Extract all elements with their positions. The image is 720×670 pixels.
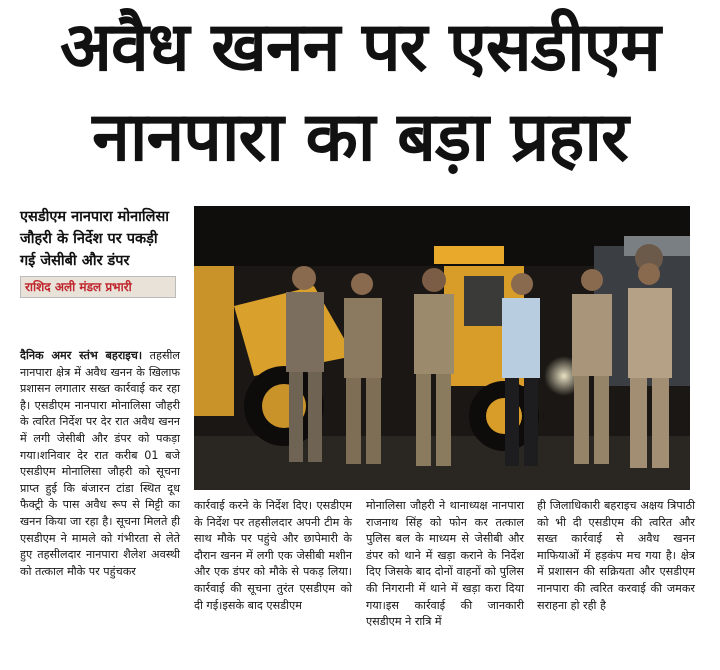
subheadline-box — [20, 206, 176, 298]
headline-line-2: नानपारा का बड़ा प्रहार — [92, 98, 628, 177]
headline-line-1: अवैध खनन पर एसडीएम — [60, 8, 660, 87]
article-column-1 — [20, 348, 180, 580]
dateline: दैनिक अमर स्तंभ बहराइच। — [20, 349, 143, 362]
byline: राशिद अली मंडल प्रभारी — [20, 276, 176, 298]
photo-officials-with-seized-jcb — [194, 206, 690, 490]
article-text-col1: तहसील नानपारा क्षेत्र में अवैध खनन के खिलाफ प्रशासन लगातार सख्त कार्रवाई कर रहा है। एसडीएम नानपारा मोनालिसा जौहरी के त्वरित निर्देश पर देर रात अवैध खनन में लगी जेसीबी और डंपर को पकड़ा गया।शनिवार देर रात करीब 01 बजे एसडीएम मोनालिसा जौहरी को सूचना प्राप्त हुई कि बंजारन टांडा स्थित दूध फैक्ट्री के पास अवैध रूप से मिट्टी का खनन किया जा रहा है। सूचना मिलते ही एसडीएम ने मामले को गंभीरता से लेते हुए तहसीलदार नानपारा शैलेश अवस्थी को तत्काल मौके पर पहुंचकर — [20, 349, 180, 578]
news-photo — [194, 206, 690, 490]
article-column-2: कार्रवाई करने के निर्देश दिए। एसडीएम के निर्देश पर तहसीलदार अपनी टीम के साथ मौके पर पहुंचे और छापेमारी के दौरान खनन में लगी एक जेसीबी मशीन और एक डंपर को मौके से पकड़ लिया। कार्रवाई की सूचना तुरंत एसडीएम को दी गई।इसके बाद एसडीएम — [194, 499, 352, 612]
subheadline: एसडीएम नानपारा मोनालिसा जौहरी के निर्देश पर पकड़ी गई जेसीबी और डंपर — [20, 209, 170, 269]
article-column-4: ही जिलाधिकारी बहराइच अक्षय त्रिपाठी को भी दी एसडीएम की त्वरित और सख्त कार्रवाई से अवैध खनन माफियाओं में हड़कंप मच गया है। क्षेत्र में प्रशासन की सक्रियता और एसडीएम नानपारा की त्वरित करवाई की जमकर सराहना हो रही है — [537, 499, 695, 612]
article-column-3: मोनालिसा जौहरी ने थानाध्यक्ष नानपारा राजनाथ सिंह को फोन कर तत्काल पुलिस बल के माध्यम से जेसीबी और डंपर को थाने में खड़ा कराने के निर्देश दिए जिसके बाद दोनों वाहनों को पुलिस की निगरानी में थाने में खड़ा करा दिया गया।इस कार्रवाई की जानकारी एसडीएम ने रात्रि में — [366, 499, 524, 629]
